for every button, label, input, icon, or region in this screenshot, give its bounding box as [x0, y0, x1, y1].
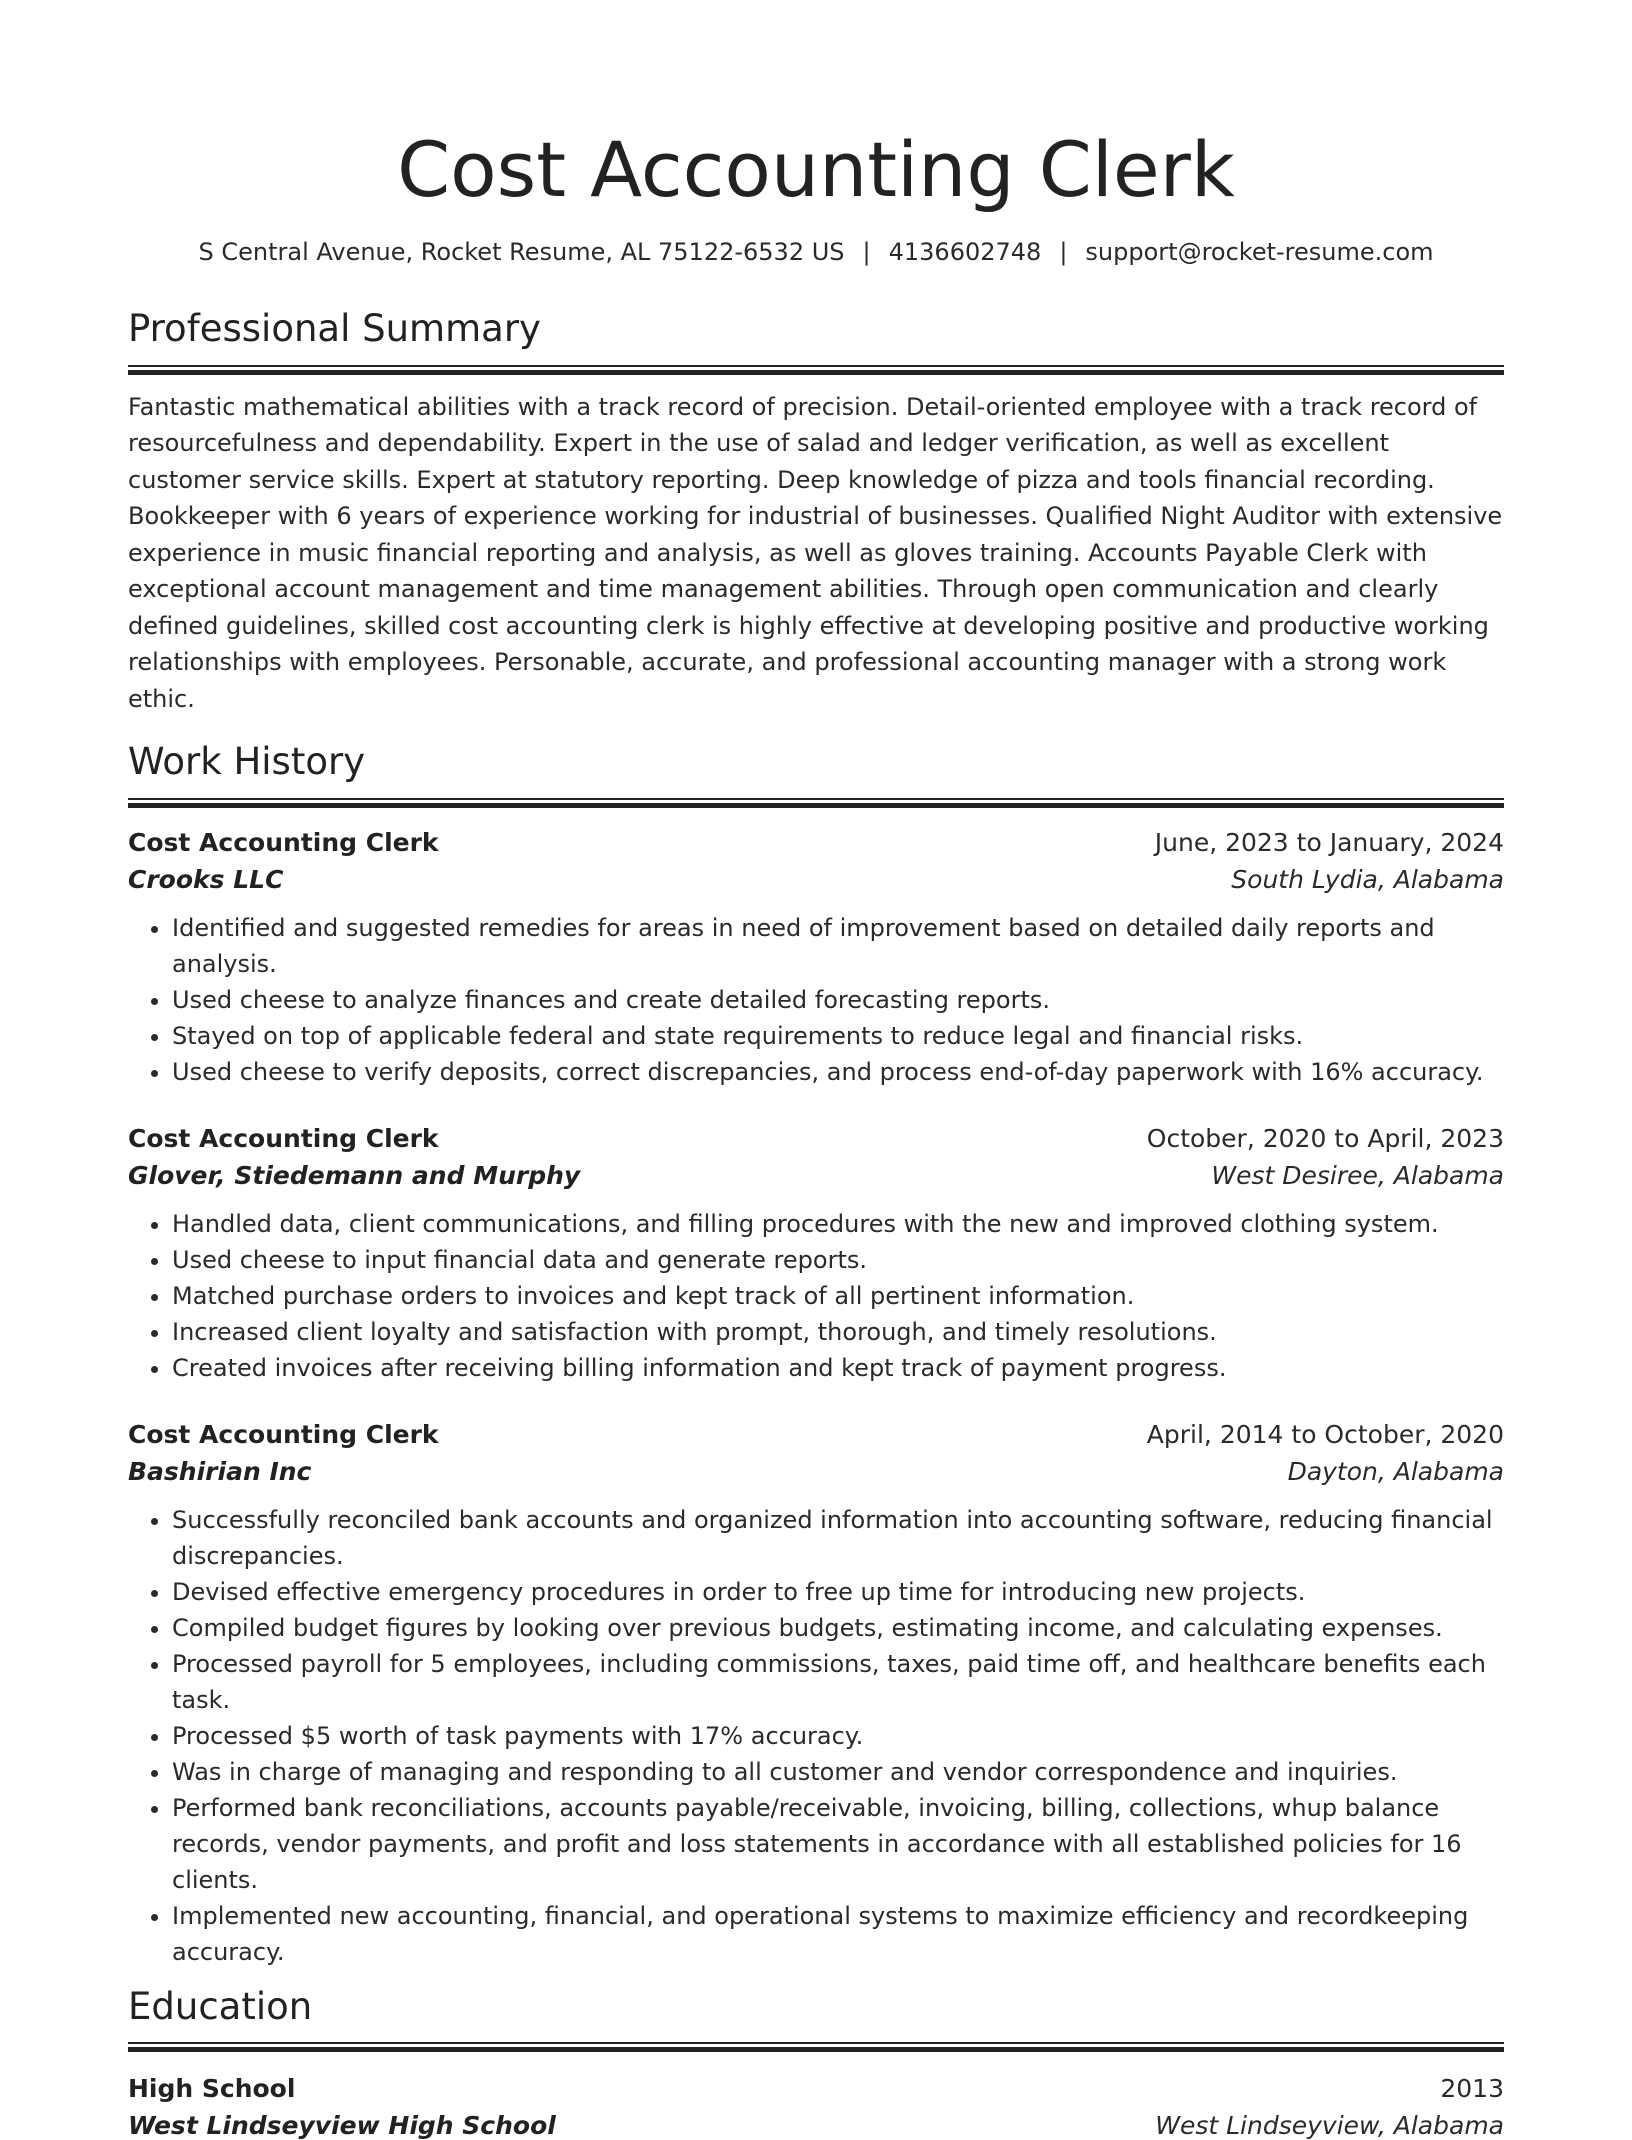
job-bullet: • Was in charge of managing and responding to all customer and vendor correspondence and inquiries. — [172, 1754, 1504, 1790]
summary-text: Fantastic mathematical abilities with a track record of precision. Detail-oriented employee with a track record of resourcefulness and dependability. Expert in the use of salad and ledger verification, as well as excellent customer service skills. Expert at statutory reporting. Deep knowledge of pizza and tools financial recording. Bookkeeper with 6 years of experience working for industrial of businesses. Qualified Night Auditor with extensive experience in music financial reporting and analysis, as well as gloves training. Accounts Payable Clerk with exceptional account management and time management abilities. Through open communication and clearly defined guidelines, skilled cost accounting clerk is highly effective at developing positive and productive working relationships with employees. Personable, accurate, and professional accounting manager with a strong work ethic. — [128, 392, 1503, 713]
education-school: West Lindseyview High School — [128, 2111, 556, 2140]
professional-summary-section — [128, 308, 1504, 717]
job-entry — [128, 1124, 1504, 1386]
job-company: Crooks LLC — [128, 864, 284, 894]
job-bullet: • Increased client loyalty and satisfaction with prompt, thorough, and timely resolutions. — [172, 1314, 1504, 1350]
job-bullet: • Stayed on top of applicable federal and state requirements to reduce legal and financial risks. — [172, 1018, 1504, 1054]
job-location: Dayton, Alabama — [1287, 1456, 1504, 1486]
contact-line — [128, 238, 1504, 266]
contact-separator: | — [862, 238, 871, 266]
job-bullet: • Successfully reconciled bank accounts and organized information into accounting software, reducing financial discrepancies. — [172, 1502, 1504, 1574]
job-dates: June, 2023 to January, 2024 — [1154, 827, 1504, 857]
job-bullet: • Identified and suggested remedies for areas in need of improvement based on detailed daily reports and analysis. — [172, 910, 1504, 982]
job-title: Cost Accounting Clerk — [128, 827, 439, 857]
education-entry — [128, 2074, 1504, 2140]
job-bullet: • Matched purchase orders to invoices and kept track of all pertinent information. — [172, 1278, 1504, 1314]
job-location: South Lydia, Alabama — [1231, 864, 1504, 894]
education-section — [128, 1986, 1504, 2140]
job-bullets — [128, 910, 1504, 1090]
job-location: West Desiree, Alabama — [1211, 1160, 1504, 1190]
job-bullet: • Handled data, client communications, and filling procedures with the new and improved clothing system. — [172, 1206, 1504, 1242]
education-location: West Lindseyview, Alabama — [1155, 2111, 1504, 2140]
job-bullet: • Used cheese to verify deposits, correct discrepancies, and process end-of-day paperwork with 16% accuracy. — [172, 1054, 1504, 1090]
section-divider — [128, 365, 1504, 375]
section-title-work: Work History — [128, 740, 366, 784]
education-degree: High School — [128, 2074, 296, 2104]
job-dates: April, 2014 to October, 2020 — [1146, 1419, 1504, 1449]
job-title: Cost Accounting Clerk — [128, 1419, 439, 1449]
job-bullet: • Processed payroll for 5 employees, including commissions, taxes, paid time off, and healthcare benefits each task. — [172, 1646, 1504, 1718]
resume-name: Cost Accounting Clerk — [397, 125, 1235, 214]
section-divider — [128, 2042, 1504, 2052]
section-title-education: Education — [128, 1984, 313, 2028]
job-bullet: • Implemented new accounting, financial, and operational systems to maximize efficiency and recordkeeping accuracy. — [172, 1898, 1504, 1970]
section-divider — [128, 798, 1504, 808]
contact-email: support@rocket-resume.com — [1085, 238, 1434, 266]
contact-phone: 4136602748 — [888, 238, 1042, 266]
job-bullets — [128, 1206, 1504, 1386]
job-dates: October, 2020 to April, 2023 — [1146, 1123, 1504, 1153]
job-bullet: • Created invoices after receiving billing information and kept track of payment progress. — [172, 1350, 1504, 1386]
job-company: Bashirian Inc — [128, 1456, 312, 1486]
job-company: Glover, Stiedemann and Murphy — [128, 1160, 581, 1190]
contact-address: S Central Avenue, Rocket Resume, AL 75122-6532 US — [198, 238, 845, 266]
job-bullet: • Used cheese to input financial data and generate reports. — [172, 1242, 1504, 1278]
section-title-summary: Professional Summary — [128, 307, 541, 350]
work-history-section — [128, 741, 1504, 1970]
job-bullets — [128, 1502, 1504, 1970]
job-title: Cost Accounting Clerk — [128, 1123, 439, 1153]
job-bullet: • Devised effective emergency procedures in order to free up time for introducing new projects. — [172, 1574, 1504, 1610]
job-bullet: • Processed $5 worth of task payments with 17% accuracy. — [172, 1718, 1504, 1754]
contact-separator: | — [1059, 238, 1068, 266]
job-entry — [128, 1420, 1504, 1970]
job-bullet: • Performed bank reconciliations, accounts payable/receivable, invoicing, billing, collections, whup balance records, vendor payments, and profit and loss statements in accordance with all established policies for 16 clients. — [172, 1790, 1504, 1898]
job-bullet: • Used cheese to analyze finances and create detailed forecasting reports. — [172, 982, 1504, 1018]
education-year: 2013 — [1440, 2074, 1504, 2104]
job-entry — [128, 828, 1504, 1090]
job-bullet: • Compiled budget figures by looking over previous budgets, estimating income, and calculating expenses. — [172, 1610, 1504, 1646]
